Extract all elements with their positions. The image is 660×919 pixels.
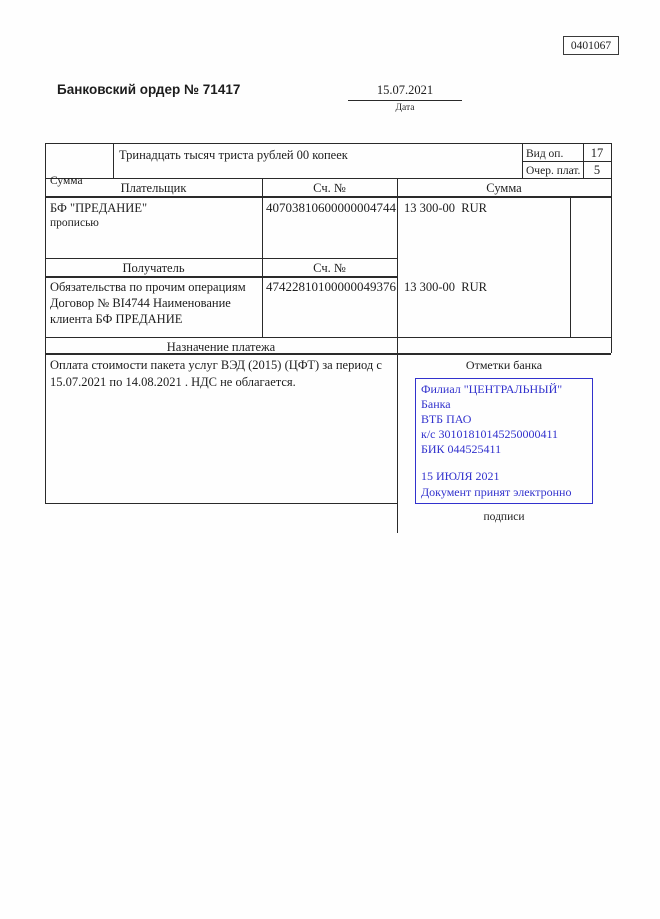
recipient-column-header: Получатель <box>122 261 185 275</box>
stamp-bank-name-line2: ВТБ ПАО <box>421 412 472 426</box>
op-type-value: 17 <box>590 146 604 160</box>
payment-priority-label: Очер. плат. <box>526 165 581 177</box>
divider-optype-left <box>522 143 523 178</box>
amount-words-label-line2: прописью <box>50 217 99 229</box>
recipient-name: Обязательства по прочим операциям Договор № BI4744 Наименование клиента БФ ПРЕДАНИЕ <box>50 280 249 326</box>
divider-account-amount <box>397 178 398 533</box>
date-value: 15.07.2021 <box>348 83 462 101</box>
date-label: Дата <box>395 103 415 113</box>
line-recipient-header-bottom <box>45 276 397 278</box>
table-border-top <box>45 143 611 144</box>
divider-amountwords-label <box>113 143 114 178</box>
table-border-right <box>611 143 612 353</box>
payer-column-header: Плательщик <box>120 181 187 195</box>
recipient-amount: 13 300-00 RUR <box>404 280 487 294</box>
line-purpose-header-top <box>45 337 611 338</box>
divider-name-account <box>262 178 263 337</box>
form-code-box <box>563 36 619 55</box>
form-code: 0401067 <box>570 39 612 52</box>
stamp-bik: БИК 044525411 <box>421 442 502 456</box>
bank-stamp <box>415 378 593 504</box>
document-title: Банковский ордер № 71417 <box>57 82 241 97</box>
purpose-header: Назначение платежа <box>166 340 276 354</box>
op-type-label: Вид оп. <box>526 148 564 160</box>
table-border-left <box>45 143 46 503</box>
line-row1-bottom <box>45 178 611 179</box>
payer-name: БФ "ПРЕДАНИЕ" <box>50 201 148 215</box>
recipient-account: 47422810100000049376 <box>266 279 396 294</box>
purpose-text: Оплата стоимости пакета услуг ВЭД (2015) (ЦФТ) за период с 15.07.2021 по 14.08.2021 . НДС не облагается. <box>50 358 386 389</box>
bank-marks-header: Отметки банка <box>465 358 543 372</box>
amount-words-label-line1: Сумма <box>50 175 83 187</box>
stamp-corr-account: к/с 30101810145250000411 <box>421 427 559 441</box>
line-recipient-header-top <box>45 258 397 259</box>
divider-amount-narrow <box>570 196 571 337</box>
payment-priority-value: 5 <box>593 163 601 177</box>
amount-words-value: Тринадцать тысяч триста рублей 00 копеек <box>119 148 348 162</box>
signatures-label: подписи <box>483 511 525 523</box>
date-block <box>348 83 462 113</box>
line-payer-header-bottom <box>45 196 611 198</box>
recipient-account-column-header: Сч. № <box>313 261 346 275</box>
amount-column-header: Сумма <box>486 181 522 195</box>
payer-amount: 13 300-00 RUR <box>404 201 487 215</box>
stamp-bank-name-line1: Филиал "ЦЕНТРАЛЬНЫЙ" Банка <box>421 382 563 411</box>
stamp-date: 15 ИЮЛЯ 2021 <box>421 469 500 483</box>
stamp-footer: Документ принят электронно <box>421 485 572 499</box>
payer-account: 40703810600000004744 <box>266 200 396 215</box>
payer-account-column-header: Сч. № <box>313 181 346 195</box>
line-purpose-bottom <box>45 503 397 504</box>
